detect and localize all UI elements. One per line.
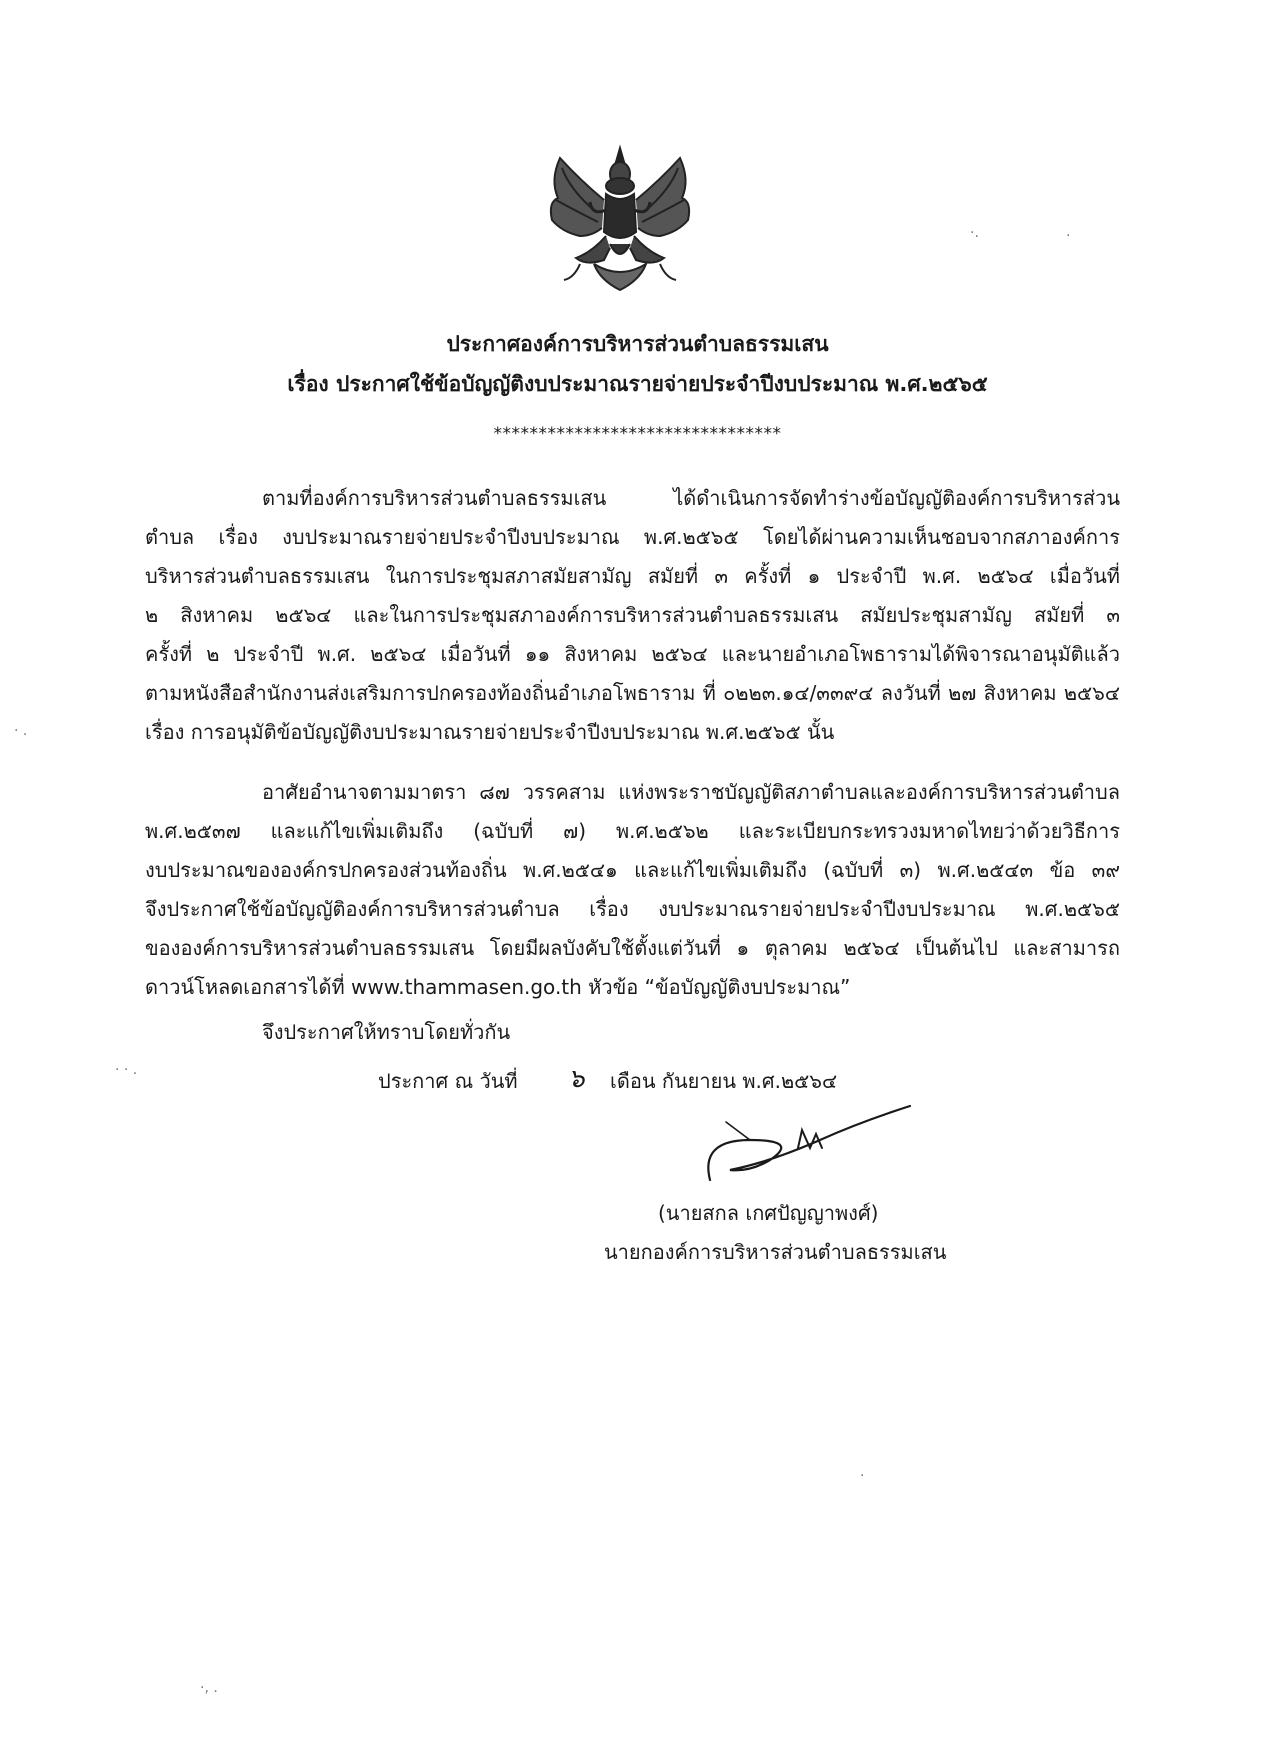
scan-speck: · bbox=[860, 1468, 865, 1484]
paragraph-1-line: บริหารส่วนตำบลธรรมเสน ในการประชุมสภาสมัยสามัญ สมัยที่ ๓ ครั้งที่ ๑ ประจำปี พ.ศ. ๒๕๖๔ เมื่อวันที่ bbox=[145, 564, 1120, 588]
scan-speck: ·. bbox=[970, 225, 979, 241]
garuda-emblem bbox=[540, 140, 700, 300]
closing-statement: จึงประกาศให้ทราบโดยทั่วกัน bbox=[262, 1020, 511, 1044]
date-day-handwritten: ๖ bbox=[568, 1064, 585, 1094]
paragraph-1-line: ตามที่องค์การบริหารส่วนตำบลธรรมเสน ได้ดำเนินการจัดทำร่างข้อบัญญัติองค์การบริหารส่วน bbox=[262, 486, 1120, 510]
paragraph-1-line: ตำบล เรื่อง งบประมาณรายจ่ายประจำปีงบประมาณ พ.ศ.๒๕๖๕ โดยได้ผ่านความเห็นชอบจากสภาองค์การ bbox=[145, 525, 1120, 549]
paragraph-2-line: งบประมาณขององค์กรปกครองส่วนท้องถิ่น พ.ศ.๒๕๔๑ และแก้ไขเพิ่มเติมถึง (ฉบับที่ ๓) พ.ศ.๒๕๔๓ ข้อ ๓๙ bbox=[145, 858, 1120, 882]
scan-speck: · . bbox=[14, 723, 28, 739]
scan-speck: ·, . bbox=[200, 1680, 218, 1696]
paragraph-2-line: ดาวน์โหลดเอกสารได้ที่ www.thammasen.go.th หัวข้อ “ข้อบัญญัติงบประมาณ” bbox=[145, 975, 851, 999]
document-subject: เรื่อง ประกาศใช้ข้อบัญญัติงบประมาณรายจ่ายประจำปีงบประมาณ พ.ศ.๒๕๖๕ bbox=[287, 372, 988, 396]
signatory-name: (นายสกล เกศปัญญาพงศ์) bbox=[658, 1201, 879, 1225]
date-month-year: เดือน กันยายน พ.ศ.๒๕๖๔ bbox=[610, 1069, 838, 1093]
paragraph-2-line: ขององค์การบริหารส่วนตำบลธรรมเสน โดยมีผลบังคับใช้ตั้งแต่วันที่ ๑ ตุลาคม ๒๕๖๔ เป็นต้นไป และสามารถ bbox=[145, 936, 1120, 960]
date-prefix: ประกาศ ณ วันที่ bbox=[378, 1069, 518, 1093]
paragraph-1-line: ครั้งที่ ๒ ประจำปี พ.ศ. ๒๕๖๔ เมื่อวันที่ ๑๑ สิงหาคม ๒๕๖๔ และนายอำเภอโพธารามได้พิจารณาอนุมัติแล้ว bbox=[145, 642, 1120, 666]
scan-speck: · · . bbox=[115, 1062, 138, 1078]
paragraph-2-line: อาศัยอำนาจตามมาตรา ๘๗ วรรคสาม แห่งพระราชบัญญัติสภาตำบลและองค์การบริหารส่วนตำบล bbox=[262, 780, 1120, 804]
handwritten-signature bbox=[690, 1100, 930, 1200]
paragraph-1-line: ตามหนังสือสำนักงานส่งเสริมการปกครองท้องถิ่นอำเภอโพธาราม ที่ ๐๒๒๓.๑๔/๓๓๙๔ ลงวันที่ ๒๗ สิงหาคม ๒๕๖๔ bbox=[145, 681, 1120, 705]
paragraph-1-line: ๒ สิงหาคม ๒๕๖๔ และในการประชุมสภาองค์การบริหารส่วนตำบลธรรมเสน สมัยประชุมสามัญ สมัยที่ ๓ bbox=[145, 603, 1120, 627]
scan-speck: · bbox=[1066, 228, 1071, 244]
paragraph-2-line: จึงประกาศใช้ข้อบัญญัติองค์การบริหารส่วนตำบล เรื่อง งบประมาณรายจ่ายประจำปีงบประมาณ พ.ศ.๒๕๖๕ bbox=[145, 897, 1120, 921]
document-title: ประกาศองค์การบริหารส่วนตำบลธรรมเสน bbox=[446, 332, 829, 356]
paragraph-1-line: เรื่อง การอนุมัติข้อบัญญัติงบประมาณรายจ่ายประจำปีงบประมาณ พ.ศ.๒๕๖๕ นั้น bbox=[145, 720, 835, 744]
paragraph-2-line: พ.ศ.๒๕๓๗ และแก้ไขเพิ่มเติมถึง (ฉบับที่ ๗) พ.ศ.๒๕๖๒ และระเบียบกระทรวงมหาดไทยว่าด้วยวิธีการ bbox=[145, 819, 1120, 843]
signatory-position: นายกองค์การบริหารส่วนตำบลธรรมเสน bbox=[604, 1240, 947, 1264]
separator-line: ******************************** bbox=[493, 424, 782, 444]
